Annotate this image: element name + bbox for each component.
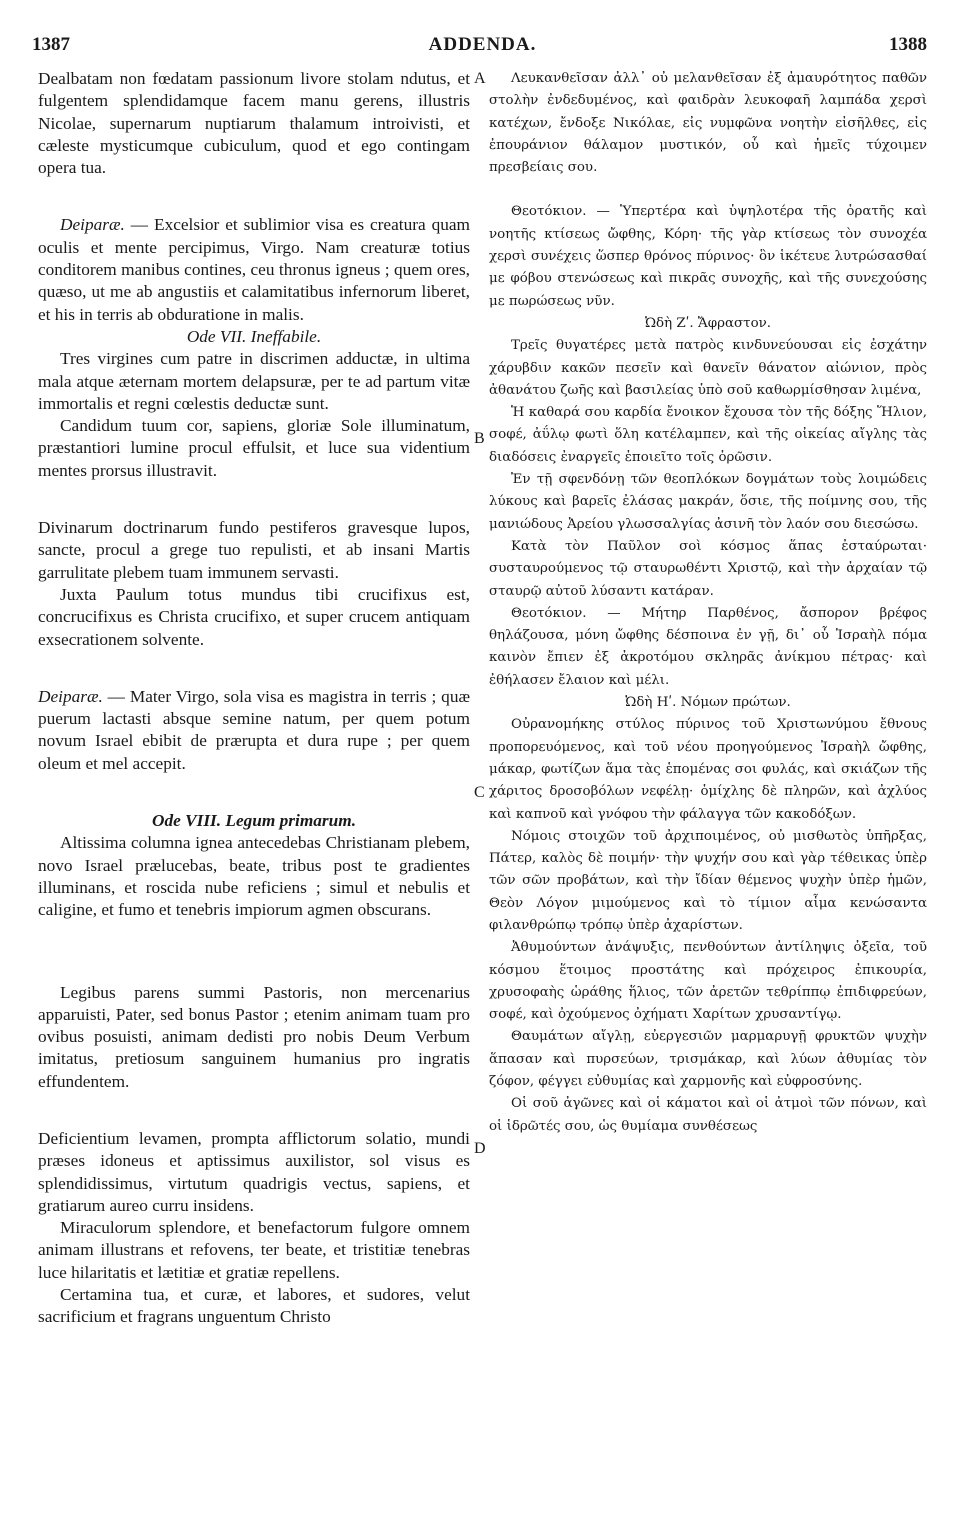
section-marker-d: D — [474, 1140, 486, 1157]
latin-paragraph: Juxta Paulum totus mundus tibi crucifixus est, concrucifixus es Christa crucifixo, et super crucem antiquam exsecrationem solvente. — [38, 584, 470, 649]
greek-paragraph: Ἀθυμούντων ἀνάψυξις, πενθούντων ἀντίληψις ὀξεῖα, τοῦ κόσμου ἕτοιμος προστάτης καὶ πρόχειρος ἐπικουρία, χρυσοφαὴς ὡράθης ἥλιος, τῶν ἀρετῶν τεθρίππῳ ἐπιδιφρεύων, σοφέ, καὶ ὀχούμενος ὀχήματι Χαρίτων χρυσαντίγῳ. — [489, 940, 927, 1023]
greek-paragraph: Ἡ καθαρά σου καρδία ἔνοικον ἔχουσα τὸν τῆς δόξης Ἥλιον, σοφέ, ἀΰλῳ φωτὶ ὅλη κατέλαμπεν, καὶ τῆς οἰκείας αἴγλης τὰς διαδόσεις ἐναργεῖς ἐποιεῖτο τοῖς ὁρῶσιν. — [489, 405, 927, 465]
deiparae-label: Deiparæ. — [60, 215, 125, 235]
latin-paragraph: Deiparæ. — Mater Virgo, sola visa es magistra in terris ; quæ puerum lactasti absque semine natum, per quem potum novum Israel ebibit de prærupta et dura rupe ; per quem oleum et mel accepit. — [38, 686, 470, 773]
greek-paragraph: Θαυμάτων αἴγλῃ, εὐεργεσιῶν μαρμαρυγῇ φρυκτῶν ψυχὴν ἅπασαν καὶ πυρσεύων, τρισμάκαρ, καὶ λύων ἀθυμίας τὸν ζόφον, φέγγει εὐθυμίας καὶ χαρμονῆς καὶ εὐφροσύνης. — [489, 1029, 927, 1090]
section-marker-a: A — [474, 70, 486, 87]
latin-paragraph: Dealbatam non fœdatam passionum livore stolam ndutus, et fulgentem splendidamque facem manu gerens, illustris Nicolae, supernarum nuptiarum thalamum introivisti, et cæleste mysticumque cubiculum, quod et ego contingam opera tua. — [38, 69, 470, 178]
greek-paragraph: Θεοτόκιον. — Μήτηρ Παρθένος, ἄσπορον βρέφος θηλάζουσα, μόνη ὤφθης δέσποινα ἐν γῇ, δι᾽ οὗ Ἰσραὴλ πόμα καινὸν ἔπιεν ἐξ ἀκροτόμου σκληρᾶς ἀνίκμου πέτρας· καὶ ἐθήλασεν ἔλαιον καὶ μέλι. — [489, 605, 927, 688]
greek-paragraph: Κατὰ τὸν Παῦλον σοὶ κόσμος ἅπας ἐσταύρωται· συσταυρούμενος τῷ σταυρωθέντι Χριστῷ, καὶ τὴν ἀρχαίαν τῷ σταυρῷ αὐτοῦ λύσαντι κατάραν. — [489, 538, 927, 599]
latin-paragraph: Candidum tuum cor, sapiens, gloriæ Sole illuminatum, præstantiori lumine procul effulsit, et luce sua videntium mentes prorsus illustravit. — [38, 416, 470, 480]
latin-column — [38, 68, 470, 1329]
latin-paragraph: Deiparæ. — Excelsior et sublimior visa es creatura quam oculis et mente percipimus, Virgo. Nam creaturæ totius conditorem manibus contines, ceu thronus igneus ; quem ores, quæso, ut me ab angustiis et calamitatibus infernorum liberet, et his in terris ab obduratione in malis. — [38, 215, 470, 324]
latin-paragraph: Miraculorum splendore, et benefactorum fulgore omnem animam illustrans et refovens, ter beate, et tristitiæ tenebras luce hilaritatis et lætitiæ et gratiæ repellens. — [38, 1218, 470, 1282]
ode-heading-greek: Ὠδὴ Ζʹ. Ἄφραστον. — [644, 315, 772, 331]
page-number-right: 1388 — [889, 34, 927, 55]
section-marker-b: B — [474, 430, 485, 447]
latin-paragraph: Deficientium levamen, prompta afflictorum solatio, mundi præses idoneus et aptissimus auxilistor, sol visus es splendidissimus, virtutum quadrigis vectus, sapiens, et gratiarum aureo curru insidens. — [38, 1128, 470, 1215]
greek-paragraph: Ἐν τῇ σφενδόνῃ τῶν θεοπλόκων δογμάτων τοὺς λοιμώδεις λύκους καὶ βαρεῖς ἐλάσας μακράν, ὅσιε, τῆς ποίμνης σου, τῆς μανιώδους Ἀρείου γλωσσαλγίας ἀσινῆ τὸν λαόν σου διεσώσω. — [489, 472, 927, 532]
ode-heading-greek: Ὠδὴ Ηʹ. Νόμων πρώτων. — [625, 695, 791, 711]
latin-paragraph: Divinarum doctrinarum fundo pestiferos gravesque lupos, sancte, procul a grege tuo repulisti, et ab insani Martis garrulitate plebem tuam immunem servasti. — [38, 518, 470, 582]
latin-paragraph: Altissima columna ignea antecedebas Christianam plebem, novo Israel prælucebas, beate, tribus post te gradientes illuminans, et roscida nube reficiens ; simul et nebulis et caligine, et fumo et tenebris impiorum agmen obscurans. — [38, 833, 470, 920]
greek-paragraph: Λευκανθεῖσαν ἀλλ᾽ οὐ μελανθεῖσαν ἐξ ἀμαυρότητος παθῶν στολὴν ἐνδεδυμένος, καὶ φαιδρὰν λευκοφαῆ λαμπάδα χερσὶ κατέχων, ἔνδοξε Νικόλαε, εἰς νυμφῶνα νοητὴν εἰσῆλθες, εἰς ἐπουράνιον θάλαμον μυστικόν, οὗ καὶ ἡμεῖς τύχοιμεν πρεσβείαις σου. — [489, 71, 927, 176]
greek-column — [489, 68, 927, 1138]
latin-paragraph: Certamina tua, et curæ, et labores, et sudores, velut sacrificium et fragrans unguentum Christo — [38, 1285, 470, 1327]
page-number-left: 1387 — [32, 34, 70, 55]
greek-paragraph: Θεοτόκιον. — Ὑπερτέρα καὶ ὑψηλοτέρα τῆς ὁρατῆς καὶ νοητῆς κτίσεως ὤφθης, Κόρη· τῆς γὰρ κτίσεως τὸν συνοχέα χερσὶ συνέχεις ὥσπερ θρόνος πύρινος· ὃν ἱκέτευε λυτρώσασθαί με φόβου στενώσεως καὶ πικρᾶς συνοχῆς, καὶ τῆς συνεχούσης με πωρώσεως νῦν. — [489, 204, 927, 309]
deiparae-label: Deiparæ. — [38, 686, 103, 706]
latin-paragraph: Legibus parens summi Pastoris, non mercenarius apparuisti, Pater, sed bonus Pastor ; etenim animam tuam pro ovibus posuisti, animam dedisti pro nobis Deum Verbum imitatus, pretiosum sanguinem humanius pro ingratis effundentem. — [38, 982, 470, 1091]
section-marker-c: C — [474, 784, 485, 801]
greek-paragraph: Τρεῖς θυγατέρες μετὰ πατρὸς κινδυνεύουσαι εἰς ἐσχάτην χάρυβδιν κακῶν πεσεῖν καὶ θανεῖν θάνατον αἰώνιον, πρὸς ἀθανάτου ζωῆς καὶ βασιλείας ὑπὸ σοῦ καθωρμίσθησαν λιμένα, — [489, 338, 927, 398]
ode-heading: Ode VIII. Legum primarum. — [151, 811, 357, 831]
greek-paragraph: Οὐρανομήκης στύλος πύρινος τοῦ Χριστωνύμου ἔθνους προπορευόμενος, καὶ τοῦ νέου προηγούμενος Ἰσραὴλ ὤφθης, μάκαρ, φωτίζων ἅμα τὰς ἑπομένας σοι φυλάς, καὶ σκιάζων τῆς χάριτος δροσοβόλων νεφέλῃ· ὁμίχλης δὲ πληρῶν, καὶ ἀχλύος καὶ καπνοῦ καὶ γνόφου τὴν φάλαγγα τῶν κακοδόξων. — [489, 717, 927, 822]
greek-paragraph: Οἱ σοῦ ἀγῶνες καὶ οἱ κάματοι καὶ οἱ ἀτμοὶ τῶν πόνων, καὶ οἱ ἱδρῶτές σου, ὡς θυμίαμα συνθέσεως — [489, 1096, 927, 1134]
ode-heading: Ode VII. Ineffabile. — [186, 326, 322, 346]
running-title: ADDENDA. — [428, 34, 537, 55]
page-header — [0, 34, 965, 58]
latin-paragraph: Tres virgines cum patre in discrimen adductæ, in ultima mala atque æternam mortem delapsuræ, per te ad partum vitæ immortalis et regni cœlestis deductæ sunt. — [38, 349, 470, 413]
greek-paragraph: Νόμοις στοιχῶν τοῦ ἀρχιποιμένος, οὐ μισθωτὸς ὑπῆρξας, Πάτερ, καλὸς δὲ ποιμήν· τὴν ψυχήν σου καὶ γὰρ τέθεικας ὑπὲρ τῶν σῶν προβάτων, καὶ τὴν ἴδίαν θέμενος ψυχὴν ὑπὲρ ἡμῶν, Θεὸν Λόγον μιμούμενος καὶ τὸ τίμιον αἷμα κενώσαντα φιλανθρώπῳ τρόπῳ ὑπὲρ ἀχαρίστων. — [489, 828, 927, 933]
